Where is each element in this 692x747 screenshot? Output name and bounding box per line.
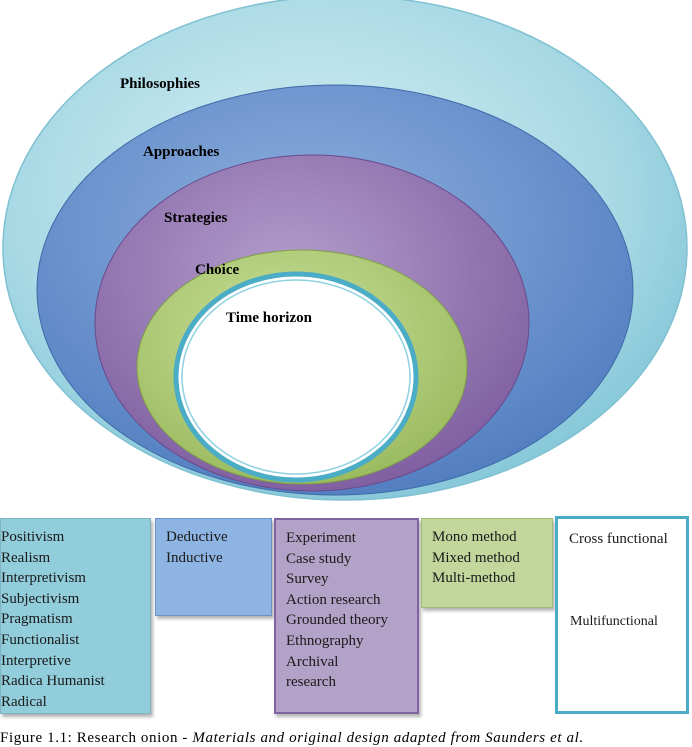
philosophy-item: Positivism: [1, 529, 65, 545]
layer-label-strategies: Strategies: [164, 210, 228, 226]
choice-item: Mono method: [432, 529, 517, 545]
strategy-item: Case study: [286, 550, 352, 567]
philosophies-box: [0, 518, 151, 714]
strategy-item: Experiment: [286, 530, 356, 546]
choice-box: [421, 518, 553, 608]
figure-caption: [0, 730, 692, 747]
approaches-box: [155, 518, 272, 616]
philosophy-item: Interpretive: [1, 652, 71, 669]
philosophy-item: Realism: [1, 549, 51, 566]
philosophy-item: Radica Humanist: [1, 673, 105, 690]
philosophy-item: Subjectivism: [1, 590, 80, 607]
philosophy-item: Functionalist: [1, 631, 80, 648]
time-horizon-item: Multifunctional: [570, 614, 658, 629]
layer-time-horizon: [176, 274, 416, 480]
strategy-item: Action research: [286, 591, 381, 608]
layer-label-time-horizon: Time horizon: [226, 310, 312, 326]
time-horizon-box: [555, 516, 689, 714]
approach-item: Inductive: [166, 549, 223, 566]
philosophy-item: Interpretivism: [1, 570, 86, 587]
strategy-item: Survey: [286, 571, 329, 588]
layer-label-choice: Choice: [195, 262, 240, 278]
choice-item: Mixed method: [432, 549, 520, 566]
strategy-item: research: [286, 674, 336, 691]
strategy-item: Archival: [286, 653, 339, 670]
time-horizon-item: Cross functional: [569, 531, 668, 547]
caption-prefix: Figure 1.1: Research onion -: [0, 730, 193, 746]
philosophy-item: Radical: [1, 693, 47, 710]
strategies-box: [274, 518, 419, 714]
philosophy-item: Pragmatism: [1, 611, 73, 628]
layer-label-approaches: Approaches: [143, 144, 220, 160]
strategy-item: Ethnography: [286, 632, 364, 649]
approach-item: Deductive: [166, 529, 228, 545]
choice-item: Multi-method: [432, 570, 516, 587]
strategy-item: Grounded theory: [286, 612, 389, 629]
layer-label-philosophies: Philosophies: [120, 76, 201, 92]
caption-source: Materials and original design adapted from Saunders et al.: [192, 730, 584, 746]
